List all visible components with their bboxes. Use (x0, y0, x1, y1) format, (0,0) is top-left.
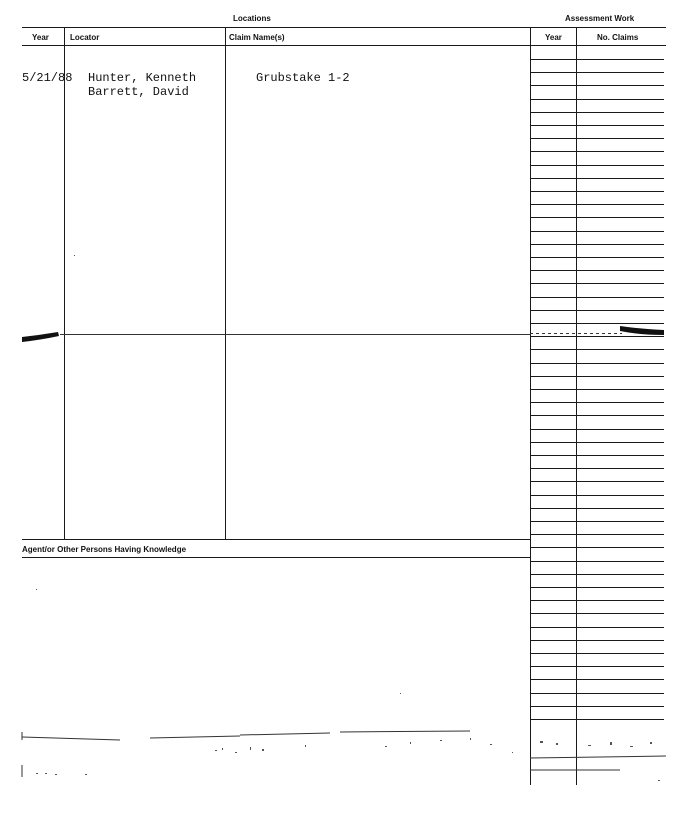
assessment-work-heading: Assessment Work (565, 14, 635, 23)
entry-date: 5/21/88 (22, 71, 73, 85)
smudge-left (22, 332, 59, 342)
entry-locator-1: Hunter, Kenneth (88, 71, 197, 85)
smudge-right (620, 326, 664, 335)
col-header-aw-year: Year (545, 33, 562, 42)
speckle-noise (36, 255, 660, 781)
agent-heading: Agent/or Other Persons Having Knowledge (22, 545, 187, 554)
entry-locator-2: Barrett, David (88, 85, 189, 99)
entry-claim-name: Grubstake 1-2 (256, 71, 350, 85)
col-header-locator: Locator (70, 33, 100, 42)
bottom-noise (22, 731, 666, 777)
locations-heading: Locations (233, 14, 271, 23)
col-header-year: Year (32, 33, 49, 42)
col-header-no-claims: No. Claims (597, 33, 639, 42)
col-header-claim-names: Claim Name(s) (229, 33, 285, 42)
